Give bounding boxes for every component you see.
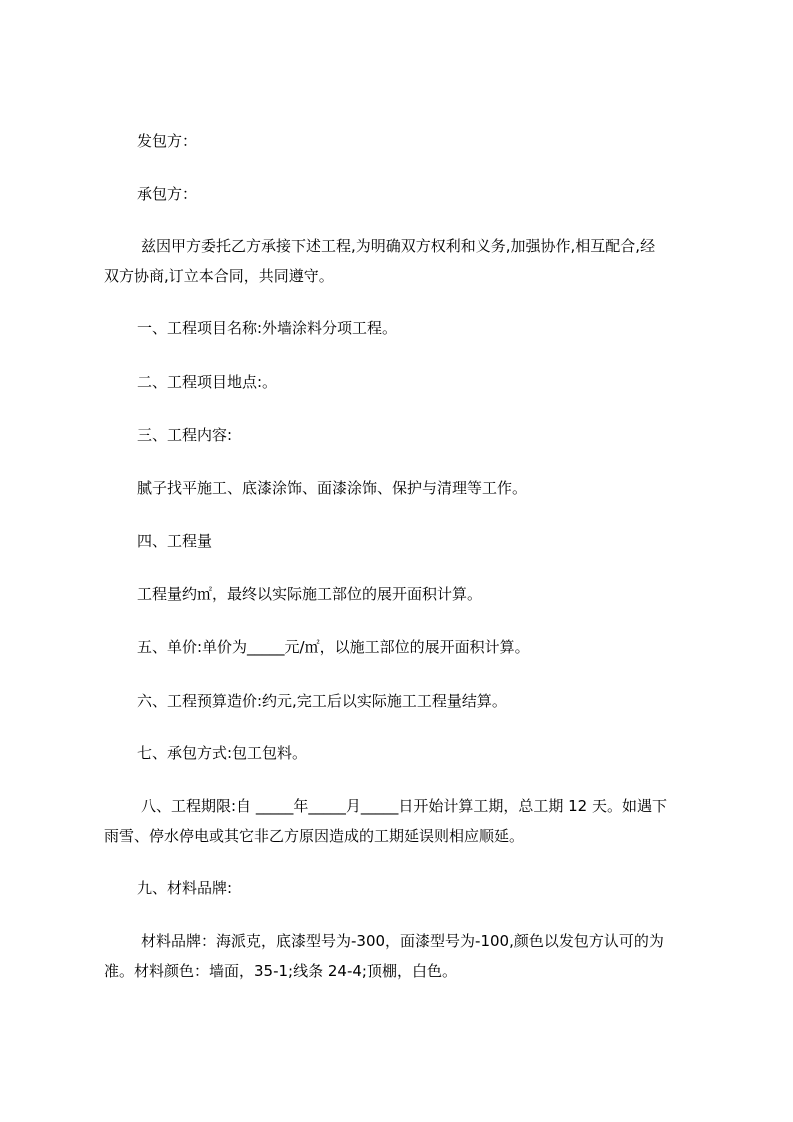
item-5-unit-price: 五、单价:单价为_____元/㎡，以施工部位的展开面积计算。 (137, 638, 530, 656)
item-8-line-1: 八、工程期限:自 _____年_____月_____日开始计算工期，总工期 12 天。如遇下 (141, 797, 667, 815)
item-9-material-brand: 九、材料品牌: (137, 879, 233, 897)
party-a-label: 发包方： (137, 132, 198, 150)
item-2-project-location: 二、工程项目地点:。 (137, 373, 278, 391)
item-1-project-name: 一、工程项目名称:外墙涂料分项工程。 (137, 319, 398, 337)
item-8-line-2: 雨雪、停水停电或其它非乙方原因造成的工期延误则相应顺延。 (104, 827, 525, 845)
intro-line-2: 双方协商,订立本合同，共同遵守。 (104, 267, 334, 285)
item-9-line-1: 材料品牌：海派克，底漆型号为-300，面漆型号为-100,颜色以发包方认可的为 (141, 932, 664, 950)
party-b-label: 承包方： (137, 185, 198, 203)
item-3-work-content: 三、工程内容: (137, 426, 233, 444)
item-7-contract-method: 七、承包方式:包工包料。 (137, 744, 308, 762)
item-4-quantity: 四、工程量 (137, 532, 213, 550)
item-3-detail: 腻子找平施工、底漆涂饰、面漆涂饰、保护与清理等工作。 (137, 479, 528, 497)
item-6-budget: 六、工程预算造价:约元,完工后以实际施工工程量结算。 (137, 692, 507, 710)
item-9-line-2: 准。材料颜色：墙面，35-1;线条 24-4;顶棚，白色。 (104, 962, 457, 980)
intro-line-1: 兹因甲方委托乙方承接下述工程,为明确双方权利和义务,加强协作,相互配合,经 (141, 237, 656, 255)
item-4-detail: 工程量约㎡，最终以实际施工部位的展开面积计算。 (137, 585, 483, 603)
